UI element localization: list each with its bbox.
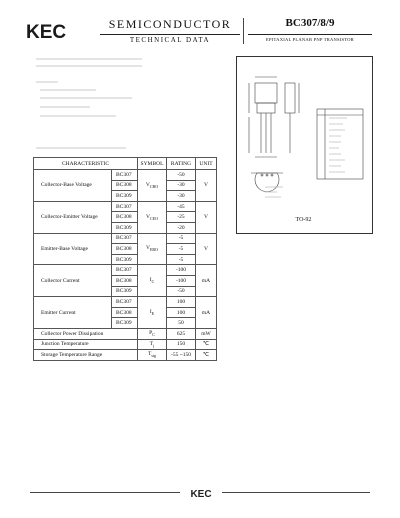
row-characteristic: Collector-Base Voltage [34, 170, 112, 202]
table-row [34, 339, 217, 350]
row-rating: 150 [167, 339, 196, 350]
symbol-subscript: j [153, 342, 155, 348]
row-symbol [138, 201, 167, 233]
row-rating: -100 [167, 275, 196, 286]
row-part-number: BC308 [112, 244, 138, 255]
table-header-row [34, 158, 217, 170]
header-separator [243, 18, 244, 44]
row-rating: -45 [167, 201, 196, 212]
row-rating: -30 [167, 191, 196, 202]
row-characteristic: Collector-Emitter Voltage [34, 201, 112, 233]
row-part-number: BC308 [112, 180, 138, 191]
symbol-main: I [149, 308, 152, 315]
footer-logo-text: KEC [190, 489, 212, 498]
header-rule-right [248, 34, 372, 35]
row-symbol [138, 265, 167, 297]
row-rating: -30 [167, 180, 196, 191]
row-part-number: BC308 [112, 212, 138, 223]
row-part-number: BC307 [112, 170, 138, 181]
symbol-main: V [146, 245, 150, 252]
header-rule-left [100, 34, 240, 35]
row-characteristic: Emitter-Base Voltage [34, 233, 112, 265]
symbol-subscript: CBO [149, 183, 159, 189]
kec-logo [26, 21, 66, 41]
row-characteristic: Emitter Current [34, 297, 112, 329]
row-rating: -100 [167, 265, 196, 276]
symbol-main: T [149, 340, 154, 347]
kec-logo-text: KEC [26, 22, 66, 41]
symbol-main: I [149, 277, 152, 284]
row-characteristic: Collector Current [34, 265, 112, 297]
symbol-subscript: C [152, 332, 155, 338]
row-unit: mW [196, 328, 217, 339]
row-part-number: BC309 [112, 254, 138, 265]
table-header-unit: UNIT [196, 158, 217, 170]
row-unit: ℃ [196, 339, 217, 350]
row-part-number: BC307 [112, 201, 138, 212]
header-semiconductor: SEMICONDUCTOR [108, 17, 232, 31]
row-rating: -25 [167, 212, 196, 223]
row-part-number: BC307 [112, 265, 138, 276]
row-part-number: BC309 [112, 222, 138, 233]
row-rating: -5 [167, 233, 196, 244]
row-part-number: BC307 [112, 233, 138, 244]
row-characteristic: Junction Temperature [34, 339, 138, 350]
row-unit: ℃ [196, 350, 217, 361]
table-row [34, 265, 217, 276]
row-part-number: BC309 [112, 191, 138, 202]
row-part-number: BC309 [112, 318, 138, 329]
faint-text-lines [36, 59, 142, 148]
package-drawing-box [236, 56, 373, 234]
faint-text-area [36, 56, 226, 156]
table-row [34, 170, 217, 181]
row-rating: 100 [167, 297, 196, 308]
symbol-main: V [145, 181, 150, 188]
max-ratings-table [33, 157, 217, 361]
symbol-main: T [147, 351, 152, 358]
table-body [34, 170, 217, 361]
row-characteristic: Storage Temperature Range [34, 350, 138, 361]
row-part-number: BC307 [112, 297, 138, 308]
row-part-number: BC308 [112, 275, 138, 286]
row-symbol [138, 339, 167, 350]
footer-kec-logo [186, 488, 216, 498]
row-rating: 50 [167, 318, 196, 329]
header-technical-data: TECHNICAL DATA [129, 36, 211, 44]
table-row [34, 328, 217, 339]
row-part-number: BC309 [112, 286, 138, 297]
symbol-subscript: E [151, 311, 155, 317]
symbol-main: V [146, 213, 150, 220]
symbol-subscript: C [151, 279, 155, 285]
row-unit: mA [196, 265, 217, 297]
row-symbol [138, 350, 167, 361]
footer-rule-left [30, 492, 180, 493]
row-rating: -5 [167, 254, 196, 265]
row-characteristic: Collector Power Dissipation [34, 328, 138, 339]
row-rating: 625 [167, 328, 196, 339]
row-part-number: BC308 [112, 307, 138, 318]
row-rating: -20 [167, 222, 196, 233]
package-label: TO-92 [295, 217, 312, 223]
table-header-symbol: SYMBOL [138, 158, 167, 170]
symbol-subscript: stg [151, 353, 157, 359]
package-outline-drawing [237, 57, 372, 233]
row-symbol [138, 170, 167, 202]
table-row [34, 233, 217, 244]
row-rating: 100 [167, 307, 196, 318]
row-symbol [138, 328, 167, 339]
table-header-characteristic: CHARACTERISTIC [34, 158, 138, 170]
footer-rule-right [222, 492, 370, 493]
symbol-subscript: CEO [149, 215, 158, 221]
row-unit: V [196, 170, 217, 202]
row-rating: -50 [167, 286, 196, 297]
symbol-main: P [149, 330, 153, 337]
row-symbol [138, 297, 167, 329]
table-row [34, 297, 217, 308]
row-unit: mA [196, 297, 217, 329]
table-header-rating: RATING [167, 158, 196, 170]
table-row [34, 350, 217, 361]
row-unit: V [196, 233, 217, 265]
row-symbol [138, 233, 167, 265]
table-row [34, 201, 217, 212]
header-part-number: BC307/8/9 [285, 17, 335, 29]
row-rating: -5 [167, 244, 196, 255]
row-rating: -50 [167, 170, 196, 181]
header-subtitle: EPITAXIAL PLANAR PNP TRANSISTOR [266, 37, 354, 42]
row-unit: V [196, 201, 217, 233]
symbol-subscript: EBO [149, 247, 158, 253]
row-rating: -55 ~150 [167, 350, 196, 361]
